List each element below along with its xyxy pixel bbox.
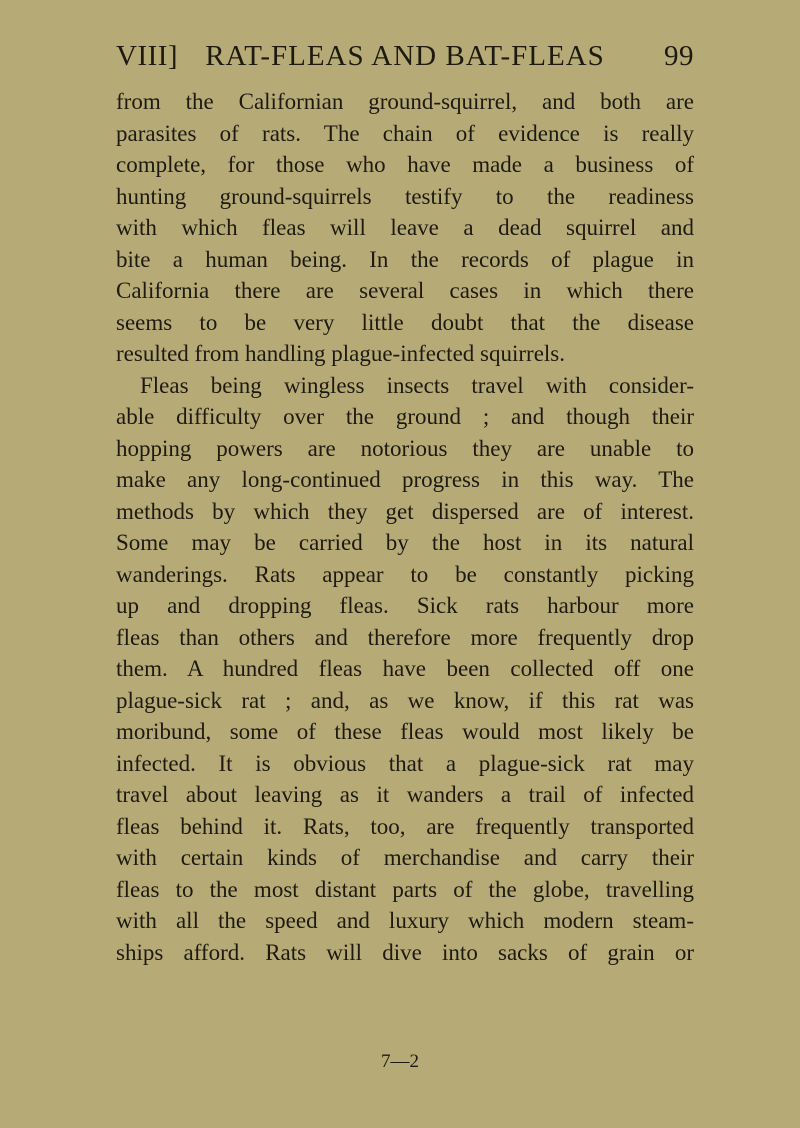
text-line: Some may be carried by the host in its natural — [116, 530, 694, 555]
text-line: fleas to the most distant parts of the globe, travelling — [116, 876, 694, 902]
text-line: fleas behind it. Rats, too, are frequently transported — [116, 813, 694, 839]
chapter-number: VIII] — [116, 40, 179, 72]
text-line: parasites of rats. The chain of evidence is really — [116, 120, 694, 146]
text-line: fleas than others and therefore more frequently drop — [116, 624, 694, 650]
text-line: infected. It is obvious that a plague-sick rat may — [116, 750, 694, 776]
text-line: hopping powers are notorious they are unable to — [116, 435, 694, 461]
text-line: able difficulty over the ground ; and though their — [116, 404, 694, 429]
text-line: plague-sick rat ; and, as we know, if this rat was — [116, 687, 694, 713]
text-line: them. A hundred fleas have been collected off one — [116, 656, 694, 681]
running-title: RAT-FLEAS AND BAT-FLEAS — [205, 40, 605, 72]
text-line: from the Californian ground-squirrel, and both are — [116, 89, 694, 114]
text-line: bite a human being. In the records of plague in — [116, 246, 694, 272]
text-line: with which fleas will leave a dead squirrel and — [116, 215, 694, 240]
text-line: hunting ground-squirrels testify to the readiness — [116, 183, 694, 209]
page-number: 99 — [664, 40, 694, 72]
text-line: Fleas being wingless insects travel with consider- — [140, 372, 694, 398]
text-line: moribund, some of these fleas would most likely be — [116, 719, 694, 744]
text-line: make any long-continued progress in this way. The — [116, 467, 694, 492]
running-head — [116, 38, 694, 74]
text-line: travel about leaving as it wanders a trail of infected — [116, 782, 694, 807]
text-line: resulted from handling plague-infected squirrels. — [116, 341, 565, 366]
text-line: with all the speed and luxury which modern steam- — [116, 908, 694, 933]
text-line: wanderings. Rats appear to be constantly picking — [116, 561, 694, 587]
text-line: up and dropping fleas. Sick rats harbour more — [116, 593, 694, 618]
signature-mark: 7—2 — [381, 1051, 419, 1072]
text-line: seems to be very little doubt that the disease — [116, 309, 694, 335]
text-line: with certain kinds of merchandise and carry their — [116, 845, 694, 870]
text-line: ships afford. Rats will dive into sacks of grain or — [116, 939, 694, 965]
text-line: methods by which they get dispersed are of interest. — [116, 498, 694, 524]
body-text — [116, 86, 694, 968]
text-line: California there are several cases in which there — [116, 278, 694, 303]
text-line: complete, for those who have made a business of — [116, 152, 694, 177]
